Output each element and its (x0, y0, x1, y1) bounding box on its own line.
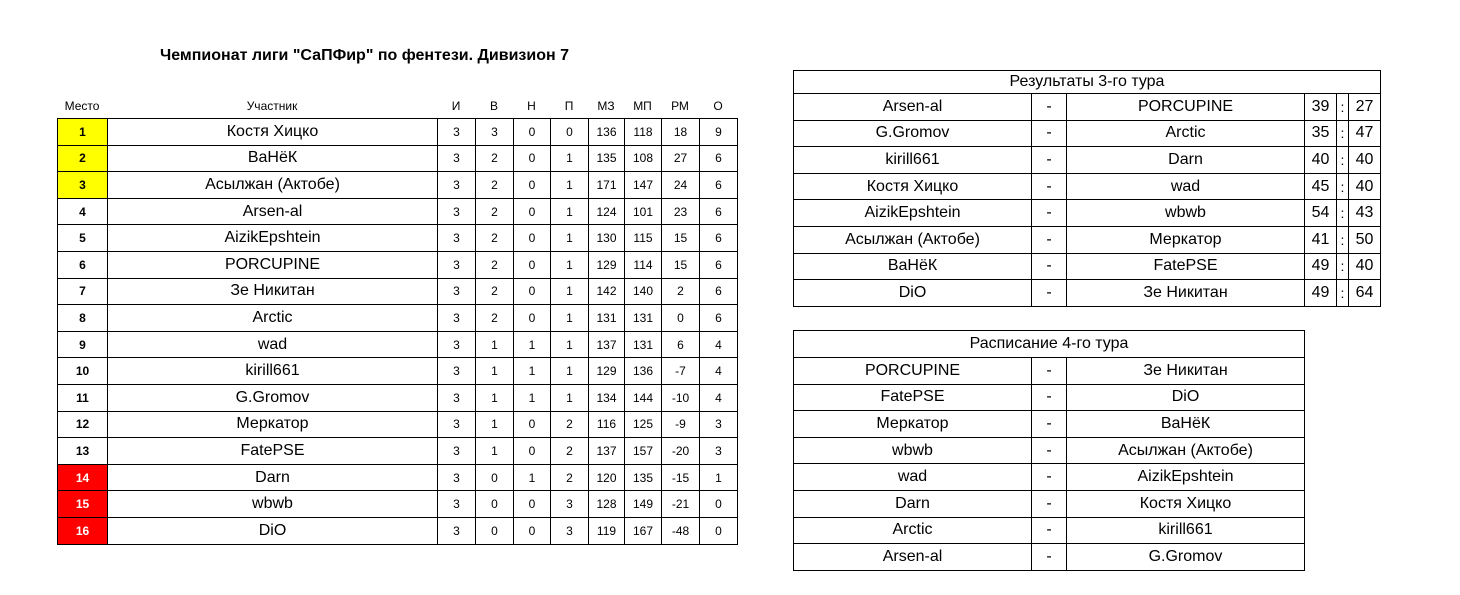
stat-losses: 2 (551, 411, 589, 438)
stat-scored: 130 (589, 225, 625, 252)
page-title: Чемпионат лиги "СаПФир" по фентези. Дивизион 7 (160, 47, 569, 64)
stat-conceded: 167 (625, 517, 662, 544)
stat-points: 0 (700, 491, 738, 518)
home-team: ВаНёК (794, 253, 1032, 280)
stat-losses: 0 (551, 119, 589, 146)
score-colon: : (1337, 226, 1349, 253)
stat-wins: 2 (476, 251, 514, 278)
score-colon: : (1337, 280, 1349, 307)
stat-wins: 2 (476, 225, 514, 252)
stat-points: 6 (700, 225, 738, 252)
participant-name: Зе Никитан (108, 278, 438, 305)
stat-draws: 0 (514, 305, 551, 332)
stat-diff: -21 (662, 491, 700, 518)
participant-name: Darn (108, 464, 438, 491)
stat-points: 6 (700, 305, 738, 332)
stat-points: 6 (700, 251, 738, 278)
away-score: 40 (1349, 253, 1381, 280)
header-losses: П (564, 99, 574, 113)
standings-row (58, 464, 738, 491)
participant-name: FatePSE (108, 438, 438, 465)
stat-points: 3 (700, 411, 738, 438)
stat-wins: 1 (476, 331, 514, 358)
away-score: 40 (1349, 173, 1381, 200)
result-row (794, 253, 1381, 280)
stat-draws: 0 (514, 225, 551, 252)
stat-conceded: 115 (625, 225, 662, 252)
stat-games: 3 (438, 145, 476, 172)
stat-games: 3 (438, 438, 476, 465)
home-team: Arsen-al (794, 544, 1032, 571)
stat-losses: 1 (551, 278, 589, 305)
header-scored: МЗ (597, 99, 615, 113)
stat-conceded: 114 (625, 251, 662, 278)
standings-row (58, 172, 738, 199)
stat-games: 3 (438, 491, 476, 518)
stat-draws: 0 (514, 411, 551, 438)
stat-games: 3 (438, 278, 476, 305)
stat-wins: 1 (476, 358, 514, 385)
home-team: wbwb (794, 437, 1032, 464)
stat-wins: 0 (476, 517, 514, 544)
place-cell: 6 (58, 251, 108, 278)
stat-games: 3 (438, 358, 476, 385)
header-name: Участник (246, 99, 298, 113)
stat-losses: 1 (551, 331, 589, 358)
away-score: 40 (1349, 147, 1381, 174)
home-team: Arsen-al (794, 94, 1032, 121)
stat-games: 3 (438, 119, 476, 146)
away-team: AizikEpshtein (1067, 464, 1305, 491)
stat-diff: -7 (662, 358, 700, 385)
stat-diff: 6 (662, 331, 700, 358)
standings-row (58, 198, 738, 225)
stat-conceded: 101 (625, 198, 662, 225)
stat-games: 3 (438, 305, 476, 332)
stat-losses: 1 (551, 172, 589, 199)
participant-name: Arsen-al (108, 198, 438, 225)
place-cell: 4 (58, 198, 108, 225)
place-cell: 2 (58, 145, 108, 172)
away-team: Костя Хицко (1067, 490, 1305, 517)
away-team: Darn (1067, 147, 1305, 174)
stat-diff: -15 (662, 464, 700, 491)
stat-points: 3 (700, 438, 738, 465)
standings-table (57, 118, 738, 545)
header-draws: Н (527, 99, 536, 113)
schedule-row (794, 490, 1305, 517)
results-caption: Результаты 3-го тура (794, 71, 1381, 94)
score-colon: : (1337, 253, 1349, 280)
standings-row (58, 331, 738, 358)
match-separator: - (1032, 120, 1067, 147)
stat-conceded: 157 (625, 438, 662, 465)
score-colon: : (1337, 200, 1349, 227)
participant-name: DiO (108, 517, 438, 544)
participant-name: G.Gromov (108, 384, 438, 411)
home-team: wad (794, 464, 1032, 491)
participant-name: Асылжан (Актобе) (108, 172, 438, 199)
stat-draws: 0 (514, 172, 551, 199)
match-separator: - (1032, 147, 1067, 174)
home-team: Асылжан (Актобе) (794, 226, 1032, 253)
stat-diff: 18 (662, 119, 700, 146)
place-cell: 16 (58, 517, 108, 544)
stat-points: 6 (700, 172, 738, 199)
away-team: kirill661 (1067, 517, 1305, 544)
stat-losses: 1 (551, 145, 589, 172)
place-cell: 11 (58, 384, 108, 411)
match-separator: - (1032, 384, 1067, 411)
place-cell: 1 (58, 119, 108, 146)
result-row (794, 173, 1381, 200)
stat-points: 0 (700, 517, 738, 544)
stat-conceded: 135 (625, 464, 662, 491)
place-cell: 8 (58, 305, 108, 332)
home-team: FatePSE (794, 384, 1032, 411)
participant-name: Меркатор (108, 411, 438, 438)
stat-scored: 129 (589, 251, 625, 278)
stat-diff: 15 (662, 251, 700, 278)
match-separator: - (1032, 464, 1067, 491)
stat-games: 3 (438, 172, 476, 199)
match-separator: - (1032, 437, 1067, 464)
stat-draws: 0 (514, 251, 551, 278)
stat-points: 9 (700, 119, 738, 146)
stat-scored: 124 (589, 198, 625, 225)
schedule-row (794, 437, 1305, 464)
stat-diff: 27 (662, 145, 700, 172)
schedule-row (794, 358, 1305, 385)
place-cell: 15 (58, 491, 108, 518)
stat-draws: 1 (514, 384, 551, 411)
result-row (794, 226, 1381, 253)
schedule-table (793, 330, 1305, 571)
home-team: DiO (794, 280, 1032, 307)
away-team: Arctic (1067, 120, 1305, 147)
stat-scored: 142 (589, 278, 625, 305)
standings-row (58, 305, 738, 332)
place-cell: 14 (58, 464, 108, 491)
stat-losses: 1 (551, 384, 589, 411)
stat-losses: 2 (551, 438, 589, 465)
away-team: FatePSE (1067, 253, 1305, 280)
stat-draws: 1 (514, 358, 551, 385)
score-colon: : (1337, 147, 1349, 174)
match-separator: - (1032, 200, 1067, 227)
participant-name: wbwb (108, 491, 438, 518)
away-score: 64 (1349, 280, 1381, 307)
stat-wins: 2 (476, 172, 514, 199)
stat-points: 6 (700, 278, 738, 305)
place-cell: 13 (58, 438, 108, 465)
away-team: G.Gromov (1067, 544, 1305, 571)
header-wins: В (489, 99, 498, 113)
stat-scored: 171 (589, 172, 625, 199)
away-team: Асылжан (Актобе) (1067, 437, 1305, 464)
place-cell: 9 (58, 331, 108, 358)
result-row (794, 94, 1381, 121)
stat-draws: 0 (514, 438, 551, 465)
participant-name: kirill661 (108, 358, 438, 385)
header-points: О (713, 99, 723, 113)
place-cell: 10 (58, 358, 108, 385)
match-separator: - (1032, 517, 1067, 544)
header-diff: РМ (671, 99, 689, 113)
stat-conceded: 136 (625, 358, 662, 385)
stat-scored: 128 (589, 491, 625, 518)
stat-wins: 0 (476, 464, 514, 491)
stat-conceded: 144 (625, 384, 662, 411)
stat-conceded: 125 (625, 411, 662, 438)
stat-wins: 2 (476, 305, 514, 332)
stat-conceded: 131 (625, 305, 662, 332)
stat-games: 3 (438, 251, 476, 278)
stat-scored: 116 (589, 411, 625, 438)
result-row (794, 147, 1381, 174)
home-score: 40 (1305, 147, 1337, 174)
score-colon: : (1337, 94, 1349, 121)
stat-wins: 2 (476, 145, 514, 172)
stat-conceded: 149 (625, 491, 662, 518)
stat-games: 3 (438, 517, 476, 544)
stat-points: 4 (700, 384, 738, 411)
stat-scored: 137 (589, 331, 625, 358)
stat-conceded: 108 (625, 145, 662, 172)
result-row (794, 120, 1381, 147)
stat-scored: 131 (589, 305, 625, 332)
stat-diff: 15 (662, 225, 700, 252)
home-score: 49 (1305, 280, 1337, 307)
stat-games: 3 (438, 384, 476, 411)
schedule-caption-row (794, 331, 1305, 358)
stat-conceded: 118 (625, 119, 662, 146)
away-score: 47 (1349, 120, 1381, 147)
away-team: Зе Никитан (1067, 280, 1305, 307)
place-cell: 5 (58, 225, 108, 252)
home-team: Костя Хицко (794, 173, 1032, 200)
home-team: Darn (794, 490, 1032, 517)
score-colon: : (1337, 120, 1349, 147)
stat-points: 4 (700, 358, 738, 385)
home-score: 35 (1305, 120, 1337, 147)
stat-losses: 1 (551, 305, 589, 332)
away-score: 43 (1349, 200, 1381, 227)
away-score: 50 (1349, 226, 1381, 253)
stat-wins: 2 (476, 198, 514, 225)
stat-scored: 135 (589, 145, 625, 172)
home-score: 49 (1305, 253, 1337, 280)
match-separator: - (1032, 280, 1067, 307)
stat-draws: 0 (514, 278, 551, 305)
home-team: PORCUPINE (794, 358, 1032, 385)
home-team: kirill661 (794, 147, 1032, 174)
standings-row (58, 358, 738, 385)
header-games: И (451, 99, 461, 113)
result-row (794, 200, 1381, 227)
stat-scored: 134 (589, 384, 625, 411)
place-cell: 12 (58, 411, 108, 438)
stat-diff: 24 (662, 172, 700, 199)
schedule-row (794, 384, 1305, 411)
participant-name: Костя Хицко (108, 119, 438, 146)
stat-wins: 1 (476, 438, 514, 465)
stat-scored: 120 (589, 464, 625, 491)
standings-row (58, 491, 738, 518)
stat-games: 3 (438, 411, 476, 438)
stat-games: 3 (438, 331, 476, 358)
stat-diff: 23 (662, 198, 700, 225)
stat-draws: 0 (514, 145, 551, 172)
participant-name: ВаНёК (108, 145, 438, 172)
match-separator: - (1032, 173, 1067, 200)
stat-points: 4 (700, 331, 738, 358)
schedule-row (794, 517, 1305, 544)
match-separator: - (1032, 94, 1067, 121)
stat-games: 3 (438, 464, 476, 491)
stat-diff: -20 (662, 438, 700, 465)
participant-name: PORCUPINE (108, 251, 438, 278)
away-score: 27 (1349, 94, 1381, 121)
stat-losses: 3 (551, 517, 589, 544)
away-team: wad (1067, 173, 1305, 200)
home-team: Arctic (794, 517, 1032, 544)
standings-row (58, 145, 738, 172)
stat-scored: 137 (589, 438, 625, 465)
stat-points: 6 (700, 198, 738, 225)
away-team: DiO (1067, 384, 1305, 411)
away-team: Меркатор (1067, 226, 1305, 253)
schedule-caption: Расписание 4-го тура (794, 331, 1305, 358)
stat-draws: 1 (514, 331, 551, 358)
stat-points: 6 (700, 145, 738, 172)
stat-wins: 3 (476, 119, 514, 146)
stat-scored: 129 (589, 358, 625, 385)
participant-name: wad (108, 331, 438, 358)
home-team: AizikEpshtein (794, 200, 1032, 227)
stat-points: 1 (700, 464, 738, 491)
stat-draws: 0 (514, 119, 551, 146)
match-separator: - (1032, 226, 1067, 253)
place-cell: 3 (58, 172, 108, 199)
results-caption-row (794, 71, 1381, 94)
away-team: PORCUPINE (1067, 94, 1305, 121)
standings-row (58, 384, 738, 411)
home-score: 41 (1305, 226, 1337, 253)
stat-diff: 2 (662, 278, 700, 305)
participant-name: Arctic (108, 305, 438, 332)
standings-row (58, 438, 738, 465)
stat-games: 3 (438, 225, 476, 252)
stat-wins: 1 (476, 411, 514, 438)
header-conceded: МП (633, 99, 652, 113)
standings-row (58, 251, 738, 278)
schedule-row (794, 464, 1305, 491)
stat-losses: 1 (551, 198, 589, 225)
stat-losses: 1 (551, 358, 589, 385)
away-team: ВаНёК (1067, 411, 1305, 438)
stat-losses: 3 (551, 491, 589, 518)
standings-row (58, 411, 738, 438)
stat-draws: 0 (514, 198, 551, 225)
stat-losses: 2 (551, 464, 589, 491)
stat-conceded: 131 (625, 331, 662, 358)
match-separator: - (1032, 411, 1067, 438)
standings-row (58, 225, 738, 252)
stat-wins: 1 (476, 384, 514, 411)
stat-draws: 0 (514, 491, 551, 518)
stat-draws: 0 (514, 517, 551, 544)
match-separator: - (1032, 253, 1067, 280)
match-separator: - (1032, 544, 1067, 571)
schedule-row (794, 411, 1305, 438)
away-team: Зе Никитан (1067, 358, 1305, 385)
stat-scored: 119 (589, 517, 625, 544)
score-colon: : (1337, 173, 1349, 200)
stat-diff: 0 (662, 305, 700, 332)
standings-row (58, 119, 738, 146)
stat-conceded: 140 (625, 278, 662, 305)
stat-games: 3 (438, 198, 476, 225)
match-separator: - (1032, 490, 1067, 517)
results-table (793, 70, 1381, 307)
match-separator: - (1032, 358, 1067, 385)
standings-row (58, 278, 738, 305)
home-team: Меркатор (794, 411, 1032, 438)
home-score: 54 (1305, 200, 1337, 227)
schedule-row (794, 544, 1305, 571)
stat-wins: 0 (476, 491, 514, 518)
stat-losses: 1 (551, 251, 589, 278)
stat-diff: -10 (662, 384, 700, 411)
away-team: wbwb (1067, 200, 1305, 227)
participant-name: AizikEpshtein (108, 225, 438, 252)
home-score: 39 (1305, 94, 1337, 121)
home-score: 45 (1305, 173, 1337, 200)
stat-draws: 1 (514, 464, 551, 491)
home-team: G.Gromov (794, 120, 1032, 147)
stat-diff: -9 (662, 411, 700, 438)
place-cell: 7 (58, 278, 108, 305)
result-row (794, 280, 1381, 307)
stat-diff: -48 (662, 517, 700, 544)
stat-losses: 1 (551, 225, 589, 252)
stat-scored: 136 (589, 119, 625, 146)
stat-conceded: 147 (625, 172, 662, 199)
standings-row (58, 517, 738, 544)
stat-wins: 2 (476, 278, 514, 305)
header-place: Место (64, 99, 100, 113)
